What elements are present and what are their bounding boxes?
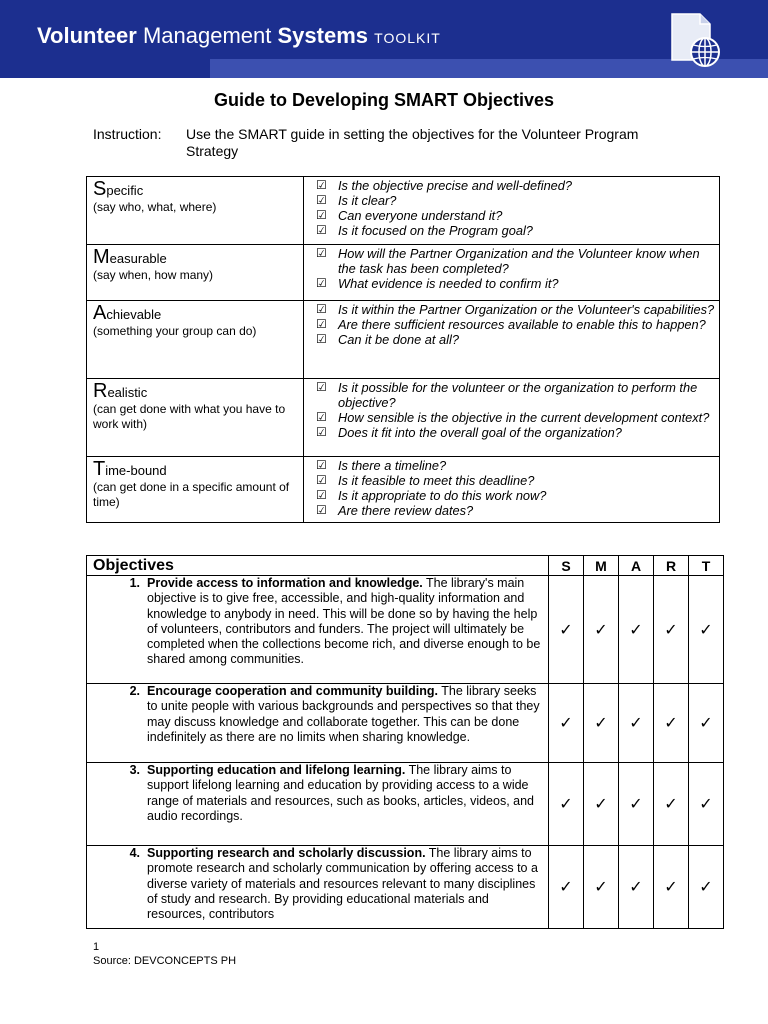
objective-number: 1. [129,576,140,590]
guide-question [316,473,719,488]
criterion-initial: R [93,380,108,402]
checkmark-r-icon: ✓ [654,846,689,929]
document-title: Guide to Developing SMART Objectives [213,90,555,110]
smart-row [87,379,720,457]
checked-box-icon: ☑ [316,425,327,439]
smart-row [87,301,720,379]
objectives-header-row [87,556,724,576]
smart-questions-cell [304,301,720,379]
title-word-systems: Systems [277,23,369,48]
question-text: Is the objective precise and well-defined? [338,178,573,193]
checked-box-icon: ☑ [316,223,327,237]
objective-number: 3. [129,763,140,777]
objective-item [87,576,542,668]
smart-questions-cell [304,245,720,301]
guide-question [316,193,719,208]
criterion-name: pecific [106,183,144,198]
checkmark-a-icon: ✓ [619,763,654,846]
objective-cell [87,684,549,763]
smart-criterion-cell [87,301,304,379]
checked-box-icon: ☑ [316,488,327,502]
column-s-header: S [549,556,584,576]
smart-questions-cell [304,457,720,523]
title-word-management: Management [142,23,272,48]
checkmark-t-icon: ✓ [689,846,724,929]
objectives-table [86,555,724,929]
guide-question [316,276,719,291]
checkmark-t-icon: ✓ [689,763,724,846]
checked-box-icon: ☑ [316,302,327,316]
guide-question [316,332,719,347]
question-text: Are there review dates? [338,503,474,518]
checkmark-a-icon: ✓ [619,576,654,684]
checked-box-icon: ☑ [316,332,327,346]
objective-row [87,846,724,929]
question-text: Is it possible for the volunteer or the organization to perform the objective? [338,380,698,410]
checkmark-s-icon: ✓ [549,846,584,929]
smart-row [87,177,720,245]
checkmark-s-icon: ✓ [549,763,584,846]
checkmark-s-icon: ✓ [549,684,584,763]
smart-questions-cell [304,379,720,457]
checked-box-icon: ☑ [316,276,327,290]
column-r-header: R [654,556,689,576]
objective-body [147,846,542,922]
guide-question [316,317,719,332]
smart-questions-cell [304,177,720,245]
objective-row [87,576,724,684]
criterion-hint: (can get done in a specific amount of time) [93,480,290,509]
objective-cell [87,846,549,929]
objectives-header: Objectives [87,556,549,576]
checkmark-t-icon: ✓ [689,684,724,763]
checked-box-icon: ☑ [316,473,327,487]
checked-box-icon: ☑ [316,193,327,207]
document-globe-icon [670,12,724,68]
footnote-source: Source: DEVCONCEPTS PH [93,955,237,967]
smart-criterion-cell [87,177,304,245]
checked-box-icon: ☑ [316,317,327,331]
guide-question [316,488,719,503]
objective-item [87,763,542,824]
objective-body [147,763,542,824]
column-m-header: M [584,556,619,576]
column-t-header: T [689,556,724,576]
objective-cell [87,763,549,846]
objective-description: The library's main objective is to give free, accessible, and high-quality information and knowledge to anybody in need. This will be done so by having the help of volunteers, contributors and funders. The project will ultimately be completed when the collections become rich, and diverse enough to be shared among communities. [147,576,541,667]
objective-number: 4. [129,846,140,860]
criterion-name: ealistic [107,385,148,400]
checked-box-icon: ☑ [316,380,327,394]
question-text: What evidence is needed to confirm it? [338,276,559,291]
question-text: Is it appropriate to do this work now? [338,488,547,503]
objective-title: Supporting education and lifelong learning. [147,763,406,777]
question-text: Does it fit into the overall goal of the organization? [338,425,622,440]
checkmark-a-icon: ✓ [619,846,654,929]
instruction-label: Instruction: [93,126,162,142]
checkmark-s-icon: ✓ [549,576,584,684]
title-word-toolkit: TOOLKIT [374,30,441,46]
question-text: Can everyone understand it? [338,208,503,223]
question-text: Is it within the Partner Organization or the Volunteer's capabilities? [338,302,715,317]
criterion-hint: (can get done with what you have to work with) [93,402,286,431]
checked-box-icon: ☑ [316,208,327,222]
checkmark-r-icon: ✓ [654,576,689,684]
checked-box-icon: ☑ [316,458,327,472]
guide-question [316,380,719,410]
checked-box-icon: ☑ [316,503,327,517]
header-banner [0,0,768,78]
objective-row [87,684,724,763]
guide-question [316,223,719,238]
objective-row [87,763,724,846]
criterion-name: easurable [109,251,167,266]
title-word-volunteer: Volunteer [37,23,137,48]
criterion-hint: (say who, what, where) [93,200,217,214]
checkmark-m-icon: ✓ [584,763,619,846]
column-a-header: A [619,556,654,576]
criterion-name: chievable [106,307,162,322]
objective-body [147,684,542,745]
guide-question [316,410,719,425]
checkmark-t-icon: ✓ [689,576,724,684]
question-text: Is it focused on the Program goal? [338,223,533,238]
checked-box-icon: ☑ [316,178,327,192]
checkmark-m-icon: ✓ [584,684,619,763]
footnote-number: 1 [93,941,100,953]
criterion-hint: (something your group can do) [93,324,257,338]
guide-question [316,246,719,276]
checkmark-r-icon: ✓ [654,684,689,763]
criterion-name: ime-bound [105,463,167,478]
objective-number: 2. [129,684,140,698]
question-text: How will the Partner Organization and the Volunteer know when the task has been completed? [338,246,700,276]
instruction-text: Use the SMART guide in setting the objectives for the Volunteer Program Strategy [186,126,639,159]
checkmark-m-icon: ✓ [584,846,619,929]
smart-criterion-cell [87,457,304,523]
question-text: Is it clear? [338,193,397,208]
guide-question [316,425,719,440]
checked-box-icon: ☑ [316,410,327,424]
checkmark-m-icon: ✓ [584,576,619,684]
objective-title: Provide access to information and knowledge. [147,576,423,590]
question-text: Can it be done at all? [338,332,459,347]
guide-question [316,178,719,193]
smart-guide-table [86,176,720,523]
checked-box-icon: ☑ [316,246,327,260]
smart-criterion-cell [87,245,304,301]
objective-title: Encourage cooperation and community building. [147,684,438,698]
smart-row [87,457,720,523]
objective-body [147,576,542,668]
question-text: Is it feasible to meet this deadline? [338,473,535,488]
smart-row [87,245,720,301]
question-text: Is there a timeline? [338,458,447,473]
guide-question [316,503,719,518]
objective-description: The library seeks to unite people with various backgrounds and perspectives so that they may discuss knowledge and collaborate together. This can be done indefinitely as there are no limits when sharing knowledge. [147,684,540,744]
objective-item [87,684,542,745]
criterion-initial: T [93,458,106,480]
objective-cell [87,576,549,684]
guide-question [316,302,719,317]
question-text: How sensible is the objective in the current development context? [338,410,710,425]
checkmark-r-icon: ✓ [654,763,689,846]
objective-description: The library aims to promote research and scholarly communication by offering access to a diverse variety of materials and resources relevant to many disciplines of study and research. By providing educational materials and resources, contributors [147,846,538,922]
objective-title: Supporting research and scholarly discussion. [147,846,426,860]
smart-criterion-cell [87,379,304,457]
checkmark-a-icon: ✓ [619,684,654,763]
criterion-initial: S [93,178,107,200]
objective-item [87,846,542,922]
criterion-hint: (say when, how many) [93,268,214,282]
guide-question [316,458,719,473]
criterion-initial: A [93,302,107,324]
objective-description: The library aims to support lifelong learning and education by providing access to a wide range of materials and resources, such as books, articles, videos, and audio recordings. [147,763,535,823]
guide-question [316,208,719,223]
question-text: Are there sufficient resources available to enable this to happen? [338,317,706,332]
toolkit-title [37,23,441,49]
criterion-initial: M [93,246,110,268]
